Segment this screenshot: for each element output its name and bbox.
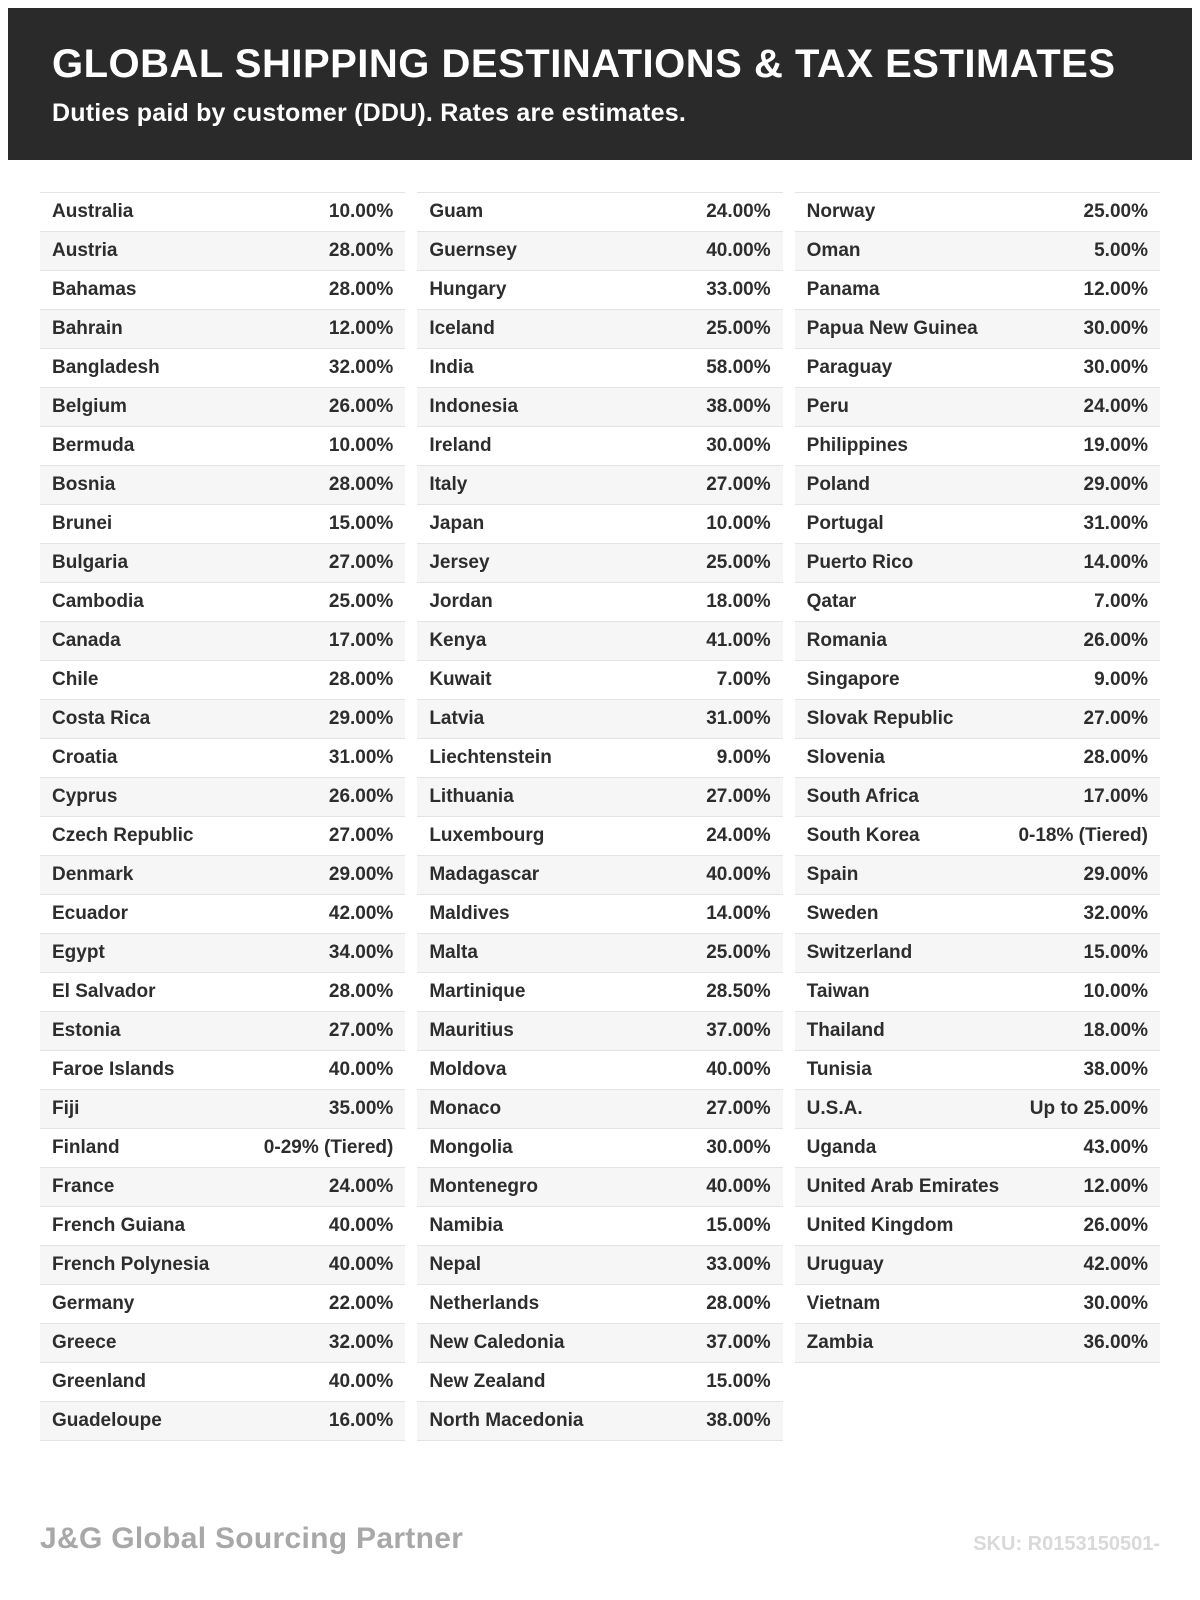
table-row	[795, 1168, 1160, 1207]
table-row	[795, 1012, 1160, 1051]
table-row	[40, 1363, 405, 1402]
table-row	[795, 1285, 1160, 1324]
rate-value: Up to 25.00%	[1029, 1098, 1148, 1119]
country-name: Bermuda	[52, 435, 135, 456]
country-name: Ecuador	[52, 903, 129, 924]
table-row	[40, 388, 405, 427]
country-name: Ireland	[429, 435, 492, 456]
table-row	[40, 1090, 405, 1129]
rate-value: 9.00%	[1094, 669, 1148, 690]
rate-value: 24.00%	[706, 201, 771, 222]
table-row	[795, 1090, 1160, 1129]
table-row	[795, 895, 1160, 934]
table-row	[40, 583, 405, 622]
country-name: Romania	[806, 630, 887, 651]
table-row	[417, 661, 782, 700]
country-name: Papua New Guinea	[806, 318, 978, 339]
rate-value: 26.00%	[328, 396, 394, 417]
rate-value: 32.00%	[328, 1332, 394, 1353]
rates-table	[0, 192, 1200, 1441]
table-row	[417, 1363, 782, 1402]
rate-value: 12.00%	[1083, 279, 1148, 300]
country-name: India	[429, 357, 474, 378]
table-row	[795, 544, 1160, 583]
table-row	[417, 817, 782, 856]
table-row	[40, 778, 405, 817]
country-name: Faroe Islands	[52, 1059, 175, 1080]
country-name: Latvia	[429, 708, 485, 729]
table-row	[417, 1051, 782, 1090]
rate-value: 15.00%	[706, 1371, 771, 1392]
rate-value: 34.00%	[328, 942, 394, 963]
rate-value: 33.00%	[706, 1254, 771, 1275]
country-name: Canada	[52, 630, 121, 651]
table-row	[40, 622, 405, 661]
country-name: South Africa	[806, 786, 919, 807]
rate-value: 17.00%	[328, 630, 394, 651]
table-row	[795, 934, 1160, 973]
table-row	[40, 466, 405, 505]
rate-value: 26.00%	[328, 786, 394, 807]
country-name: Bahamas	[52, 279, 137, 300]
table-row	[417, 349, 782, 388]
table-row	[417, 622, 782, 661]
country-name: Norway	[806, 201, 876, 222]
table-row	[40, 271, 405, 310]
table-row	[417, 1168, 782, 1207]
table-row	[417, 1012, 782, 1051]
country-name: Bangladesh	[52, 357, 160, 378]
rate-value: 28.00%	[706, 1293, 771, 1314]
rate-value: 58.00%	[706, 357, 771, 378]
rate-value: 19.00%	[1083, 435, 1148, 456]
country-name: Singapore	[806, 669, 900, 690]
country-name: Austria	[52, 240, 118, 261]
country-name: Sweden	[806, 903, 879, 924]
rate-value: 26.00%	[1083, 1215, 1148, 1236]
table-row	[795, 739, 1160, 778]
table-row	[795, 1324, 1160, 1363]
country-name: Australia	[52, 201, 134, 222]
country-name: Liechtenstein	[429, 747, 552, 768]
table-row	[417, 856, 782, 895]
table-row	[417, 1402, 782, 1441]
rate-value: 14.00%	[706, 903, 771, 924]
country-name: French Polynesia	[52, 1254, 210, 1275]
table-row	[795, 973, 1160, 1012]
rate-value: 10.00%	[706, 513, 771, 534]
rate-value: 27.00%	[328, 1020, 394, 1041]
rate-value: 7.00%	[716, 669, 771, 690]
rate-value: 40.00%	[328, 1059, 394, 1080]
country-name: Japan	[429, 513, 485, 534]
rate-value: 27.00%	[706, 474, 771, 495]
country-name: Philippines	[806, 435, 909, 456]
country-name: Guam	[429, 201, 484, 222]
country-name: Germany	[52, 1293, 135, 1314]
rate-value: 38.00%	[1083, 1059, 1148, 1080]
table-row	[795, 1051, 1160, 1090]
rate-value: 0-18% (Tiered)	[1018, 825, 1148, 846]
table-row	[417, 388, 782, 427]
country-name: Spain	[806, 864, 859, 885]
country-name: Moldova	[429, 1059, 507, 1080]
rate-value: 40.00%	[328, 1215, 394, 1236]
table-row	[40, 856, 405, 895]
table-row	[40, 1324, 405, 1363]
country-name: Maldives	[429, 903, 510, 924]
country-name: Montenegro	[429, 1176, 539, 1197]
country-name: Thailand	[806, 1020, 885, 1041]
table-row	[795, 661, 1160, 700]
country-name: Paraguay	[806, 357, 893, 378]
table-row	[417, 310, 782, 349]
rate-value: 27.00%	[1083, 708, 1148, 729]
table-row	[40, 1207, 405, 1246]
country-name: Panama	[806, 279, 880, 300]
rate-value: 43.00%	[1083, 1137, 1148, 1158]
country-name: Nepal	[429, 1254, 482, 1275]
table-row	[795, 349, 1160, 388]
table-row	[417, 1090, 782, 1129]
page-title: GLOBAL SHIPPING DESTINATIONS & TAX ESTIMATES	[52, 42, 1116, 86]
table-row	[40, 544, 405, 583]
rate-value: 24.00%	[706, 825, 771, 846]
table-row	[40, 895, 405, 934]
rate-value: 38.00%	[706, 396, 771, 417]
rate-value: 40.00%	[328, 1254, 394, 1275]
rate-value: 17.00%	[1083, 786, 1148, 807]
table-row	[417, 895, 782, 934]
rate-value: 16.00%	[328, 1410, 394, 1431]
country-name: Jersey	[429, 552, 490, 573]
country-name: Kenya	[429, 630, 487, 651]
rate-value: 18.00%	[706, 591, 771, 612]
sku-label: SKU: R0153150501-	[973, 1533, 1160, 1555]
rate-value: 15.00%	[706, 1215, 771, 1236]
country-name: Denmark	[52, 864, 134, 885]
table-row	[795, 505, 1160, 544]
table-row	[795, 1246, 1160, 1285]
country-name: El Salvador	[52, 981, 156, 1002]
table-row	[40, 973, 405, 1012]
rate-value: 5.00%	[1094, 240, 1148, 261]
country-name: Belgium	[52, 396, 127, 417]
table-row	[417, 778, 782, 817]
country-name: Mauritius	[429, 1020, 514, 1041]
country-name: Taiwan	[806, 981, 870, 1002]
table-row	[417, 1246, 782, 1285]
country-name: Portugal	[806, 513, 884, 534]
country-name: Bosnia	[52, 474, 116, 495]
country-name: Slovenia	[806, 747, 885, 768]
brand-name: J&G Global Sourcing Partner	[40, 1522, 464, 1555]
rate-value: 30.00%	[1083, 357, 1148, 378]
country-name: Oman	[806, 240, 861, 261]
country-name: Switzerland	[806, 942, 913, 963]
country-name: North Macedonia	[429, 1410, 584, 1431]
table-row	[417, 583, 782, 622]
rate-value: 24.00%	[328, 1176, 394, 1197]
table-row	[40, 505, 405, 544]
rate-value: 28.00%	[328, 240, 394, 261]
rate-value: 26.00%	[1083, 630, 1148, 651]
table-row	[417, 193, 782, 232]
table-row	[40, 700, 405, 739]
table-row	[40, 349, 405, 388]
table-row	[40, 1129, 405, 1168]
country-name: Croatia	[52, 747, 118, 768]
rate-value: 22.00%	[328, 1293, 394, 1314]
table-row	[40, 1246, 405, 1285]
country-name: Mongolia	[429, 1137, 513, 1158]
country-name: Luxembourg	[429, 825, 545, 846]
country-name: Bulgaria	[52, 552, 129, 573]
table-row	[417, 1129, 782, 1168]
table-row	[40, 1402, 405, 1441]
country-name: Uruguay	[806, 1254, 884, 1275]
country-name: United Kingdom	[806, 1215, 954, 1236]
country-name: United Arab Emirates	[806, 1176, 1000, 1197]
country-name: Uganda	[806, 1137, 877, 1158]
table-row	[795, 583, 1160, 622]
country-name: Qatar	[806, 591, 857, 612]
rate-value: 25.00%	[706, 318, 771, 339]
table-row	[795, 700, 1160, 739]
table-row	[40, 427, 405, 466]
country-name: Puerto Rico	[806, 552, 914, 573]
table-row	[795, 856, 1160, 895]
rate-value: 40.00%	[706, 864, 771, 885]
rate-value: 28.50%	[706, 981, 771, 1002]
rate-value: 41.00%	[706, 630, 771, 651]
rate-value: 28.00%	[328, 279, 394, 300]
country-name: Finland	[52, 1137, 120, 1158]
rate-value: 7.00%	[1094, 591, 1148, 612]
country-name: Zambia	[806, 1332, 874, 1353]
table-row	[40, 739, 405, 778]
table-row	[795, 817, 1160, 856]
table-row	[795, 232, 1160, 271]
table-row	[417, 232, 782, 271]
country-name: Costa Rica	[52, 708, 151, 729]
table-row	[40, 310, 405, 349]
table-row	[417, 466, 782, 505]
rate-value: 24.00%	[1083, 396, 1148, 417]
country-name: Netherlands	[429, 1293, 540, 1314]
table-row	[795, 778, 1160, 817]
country-name: Guadeloupe	[52, 1410, 162, 1431]
rate-value: 30.00%	[1083, 1293, 1148, 1314]
country-name: Jordan	[429, 591, 493, 612]
table-row	[417, 1285, 782, 1324]
rate-value: 12.00%	[1083, 1176, 1148, 1197]
rate-value: 28.00%	[328, 669, 394, 690]
country-name: U.S.A.	[806, 1098, 863, 1119]
rate-value: 36.00%	[1083, 1332, 1148, 1353]
country-name: Tunisia	[806, 1059, 872, 1080]
country-name: Guernsey	[429, 240, 517, 261]
country-name: Lithuania	[429, 786, 514, 807]
table-row	[795, 1129, 1160, 1168]
table-row	[417, 973, 782, 1012]
rate-value: 31.00%	[706, 708, 771, 729]
rate-value: 27.00%	[706, 786, 771, 807]
country-name: Brunei	[52, 513, 113, 534]
table-row	[40, 817, 405, 856]
rate-value: 15.00%	[1083, 942, 1148, 963]
country-name: Greenland	[52, 1371, 146, 1392]
table-row	[417, 934, 782, 973]
rate-value: 31.00%	[1083, 513, 1148, 534]
rate-value: 10.00%	[328, 435, 394, 456]
table-row	[40, 232, 405, 271]
rate-value: 28.00%	[1083, 747, 1148, 768]
country-name: Estonia	[52, 1020, 121, 1041]
country-name: Monaco	[429, 1098, 502, 1119]
country-name: Namibia	[429, 1215, 504, 1236]
rate-value: 32.00%	[328, 357, 394, 378]
table-row	[417, 1207, 782, 1246]
rate-column-1	[40, 192, 405, 1441]
rate-value: 25.00%	[1083, 201, 1148, 222]
table-row	[417, 505, 782, 544]
rate-value: 30.00%	[706, 1137, 771, 1158]
table-row	[40, 1012, 405, 1051]
rate-value: 40.00%	[328, 1371, 394, 1392]
country-name: France	[52, 1176, 115, 1197]
rate-value: 40.00%	[706, 240, 771, 261]
table-row	[795, 271, 1160, 310]
rate-value: 27.00%	[328, 825, 394, 846]
country-name: Peru	[806, 396, 849, 417]
table-row	[795, 1207, 1160, 1246]
rate-value: 25.00%	[706, 942, 771, 963]
rate-value: 32.00%	[1083, 903, 1148, 924]
rate-column-3	[795, 192, 1160, 1363]
rate-value: 0-29% (Tiered)	[263, 1137, 394, 1158]
table-row	[40, 1285, 405, 1324]
country-name: New Caledonia	[429, 1332, 565, 1353]
rate-value: 38.00%	[706, 1410, 771, 1431]
country-name: French Guiana	[52, 1215, 186, 1236]
table-row	[795, 388, 1160, 427]
header	[8, 8, 1192, 160]
country-name: Chile	[52, 669, 99, 690]
rate-value: 29.00%	[1083, 864, 1148, 885]
rate-value: 29.00%	[1083, 474, 1148, 495]
table-row	[417, 739, 782, 778]
country-name: Bahrain	[52, 318, 123, 339]
rate-value: 9.00%	[716, 747, 771, 768]
rate-value: 35.00%	[328, 1098, 394, 1119]
table-row	[417, 700, 782, 739]
table-row	[417, 427, 782, 466]
country-name: Iceland	[429, 318, 495, 339]
country-name: New Zealand	[429, 1371, 546, 1392]
country-name: South Korea	[806, 825, 920, 846]
rate-value: 42.00%	[328, 903, 394, 924]
rate-value: 10.00%	[328, 201, 394, 222]
rate-value: 14.00%	[1083, 552, 1148, 573]
table-row	[795, 310, 1160, 349]
rate-value: 30.00%	[1083, 318, 1148, 339]
rate-value: 42.00%	[1083, 1254, 1148, 1275]
table-row	[40, 193, 405, 232]
rate-value: 40.00%	[706, 1176, 771, 1197]
table-row	[417, 1324, 782, 1363]
country-name: Madagascar	[429, 864, 540, 885]
country-name: Fiji	[52, 1098, 80, 1119]
rate-value: 31.00%	[328, 747, 394, 768]
country-name: Czech Republic	[52, 825, 194, 846]
country-name: Indonesia	[429, 396, 519, 417]
rate-value: 29.00%	[328, 708, 394, 729]
page-subtitle: Duties paid by customer (DDU). Rates are estimates.	[52, 99, 687, 127]
footer	[40, 1522, 1160, 1556]
table-row	[417, 544, 782, 583]
country-name: Malta	[429, 942, 478, 963]
rate-value: 27.00%	[706, 1098, 771, 1119]
country-name: Greece	[52, 1332, 117, 1353]
rate-value: 40.00%	[706, 1059, 771, 1080]
country-name: Slovak Republic	[806, 708, 954, 729]
rate-value: 29.00%	[328, 864, 394, 885]
table-row	[417, 271, 782, 310]
country-name: Cambodia	[52, 591, 144, 612]
rate-value: 37.00%	[706, 1020, 771, 1041]
table-row	[40, 661, 405, 700]
rate-value: 25.00%	[328, 591, 394, 612]
table-row	[795, 193, 1160, 232]
rate-value: 18.00%	[1083, 1020, 1148, 1041]
country-name: Italy	[429, 474, 468, 495]
country-name: Martinique	[429, 981, 526, 1002]
country-name: Egypt	[52, 942, 105, 963]
rate-value: 28.00%	[328, 474, 394, 495]
country-name: Vietnam	[806, 1293, 881, 1314]
country-name: Poland	[806, 474, 870, 495]
table-row	[795, 622, 1160, 661]
rate-value: 15.00%	[328, 513, 394, 534]
rate-value: 10.00%	[1083, 981, 1148, 1002]
rate-value: 30.00%	[706, 435, 771, 456]
country-name: Cyprus	[52, 786, 118, 807]
country-name: Hungary	[429, 279, 507, 300]
table-row	[40, 934, 405, 973]
rate-value: 25.00%	[706, 552, 771, 573]
table-row	[40, 1051, 405, 1090]
table-row	[40, 1168, 405, 1207]
rate-column-2	[417, 192, 782, 1441]
table-row	[795, 427, 1160, 466]
country-name: Kuwait	[429, 669, 492, 690]
rate-value: 33.00%	[706, 279, 771, 300]
rate-value: 27.00%	[328, 552, 394, 573]
table-row	[795, 466, 1160, 505]
rate-value: 37.00%	[706, 1332, 771, 1353]
rate-value: 28.00%	[328, 981, 394, 1002]
rate-value: 12.00%	[328, 318, 394, 339]
